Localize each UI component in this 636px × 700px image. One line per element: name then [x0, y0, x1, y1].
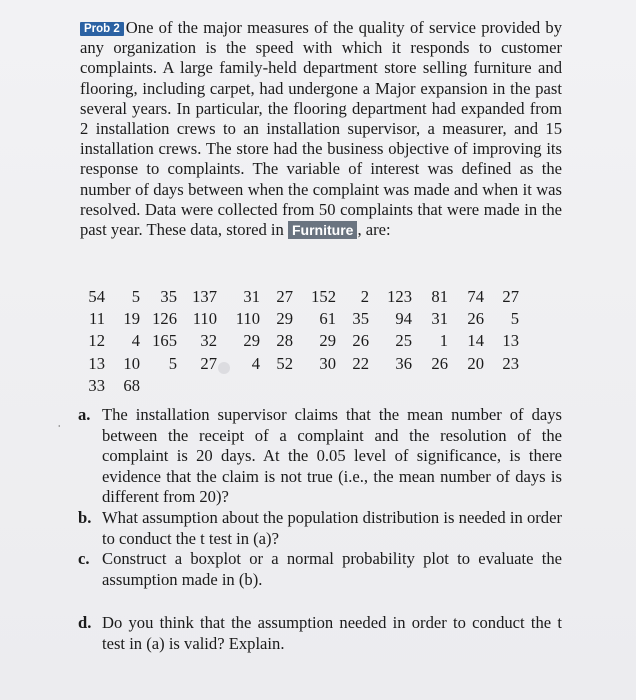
- part-text: What assumption about the population distribution is needed in order to conduct the t test in (a)?: [102, 507, 562, 548]
- data-cell: 26: [467, 309, 484, 329]
- data-cell: 29: [243, 331, 260, 351]
- data-cell: [448, 375, 484, 397]
- part-text: Do you think that the assumption needed in order to conduct the t test in (a) is valid? Explain.: [102, 613, 562, 653]
- data-cell: 35: [352, 309, 369, 329]
- data-cell: [217, 375, 260, 397]
- problem-text: One of the major measures of the quality of service provided by any organization is the speed with which it responds to customer complaints. A large family-held department store selling furniture and flooring, including carpet, had undergone a Major expansion in the past several years. In particular, the flooring department had expanded from 2 installation crews to an installation supervisor, a measurer, and 15 installation crews. The store had the business objective of improving its response to complaints. The variable of interest was defined as the number of days between when the complaint was made and when it was resolved. Data were collected from 50 complaints that were made in the past year. These data, stored in: [80, 18, 562, 240]
- data-cell: 94: [395, 309, 412, 329]
- data-cell: 81: [431, 287, 448, 307]
- data-cell: 123: [387, 287, 412, 307]
- data-cell: 19: [123, 309, 140, 329]
- question-part-b: [78, 508, 562, 549]
- data-cell: 5: [510, 309, 519, 329]
- data-cell: 110: [192, 309, 217, 329]
- data-cell: 11: [89, 309, 105, 329]
- part-label: c.: [78, 549, 90, 569]
- problem-statement: [80, 18, 562, 240]
- data-cell: [293, 375, 336, 397]
- data-cell: 36: [395, 353, 412, 373]
- data-cell: 31: [243, 287, 260, 307]
- data-row: [84, 375, 519, 397]
- data-file-tag[interactable]: Furniture: [288, 221, 357, 239]
- data-cell: [140, 375, 177, 397]
- problem-label-badge: Prob 2: [80, 22, 124, 36]
- data-cell: 110: [235, 309, 260, 329]
- data-cell: 4: [251, 353, 260, 373]
- data-cell: 30: [319, 353, 336, 373]
- margin-mark: ˌ: [57, 412, 62, 427]
- data-cell: [369, 375, 412, 397]
- data-cell: 27: [276, 287, 293, 307]
- data-cell: 31: [431, 309, 448, 329]
- part-text: Construct a boxplot or a normal probability plot to evaluate the assumption made in (b).: [102, 549, 562, 589]
- data-cell: 5: [131, 287, 140, 307]
- data-cell: 13: [88, 353, 105, 373]
- data-row: [84, 286, 519, 308]
- problem-text-end: , are:: [357, 220, 391, 240]
- data-cell: 152: [311, 287, 336, 307]
- data-cell: 137: [192, 287, 217, 307]
- data-row: [84, 353, 519, 375]
- data-cell: [177, 375, 217, 397]
- data-cell: 54: [88, 287, 105, 307]
- data-cell: 1: [439, 331, 448, 351]
- data-cell: 32: [200, 331, 217, 351]
- part-text: The installation supervisor claims that the mean number of days between the receipt of a complaint and the resolution of the complaint is 20 days. At the 0.05 level of significance, is there evidence that the claim is not true (i.e., the mean number of days is different from 20)?: [102, 405, 562, 507]
- data-cell: 23: [502, 353, 519, 373]
- data-cell: 165: [152, 331, 177, 351]
- data-cell: 29: [319, 331, 336, 351]
- data-cell: 28: [276, 331, 293, 351]
- question-parts: [78, 405, 562, 655]
- data-cell: 14: [467, 331, 484, 351]
- data-cell: 25: [395, 331, 412, 351]
- data-cell: 61: [319, 309, 336, 329]
- data-cell: 74: [467, 287, 484, 307]
- data-cell: 35: [160, 287, 177, 307]
- question-part-a: [78, 405, 562, 508]
- data-cell: 20: [467, 353, 484, 373]
- data-table: [84, 286, 519, 397]
- data-row: [84, 308, 519, 330]
- data-cell: 22: [352, 353, 369, 373]
- data-cell: 4: [131, 331, 140, 351]
- data-cell: 13: [502, 331, 519, 351]
- data-row: [84, 330, 519, 352]
- data-cell: 10: [123, 353, 140, 373]
- data-cell: 29: [276, 309, 293, 329]
- part-label: b.: [78, 507, 92, 527]
- data-cell: 33: [88, 375, 105, 395]
- part-label: a.: [78, 405, 91, 424]
- data-cell: [336, 375, 369, 397]
- data-cell: 126: [152, 309, 177, 329]
- part-label: d.: [78, 613, 92, 633]
- question-part-d: [78, 613, 562, 654]
- data-cell: 52: [276, 353, 293, 373]
- data-cell: 12: [88, 331, 105, 351]
- data-cell: 27: [502, 287, 519, 307]
- data-cell: 27: [200, 353, 217, 373]
- data-cell: [484, 375, 519, 397]
- data-cell: [412, 375, 448, 397]
- data-cell: 68: [123, 375, 140, 395]
- data-cell: 2: [360, 287, 369, 307]
- data-cell: [260, 375, 293, 397]
- data-cell: 26: [352, 331, 369, 351]
- question-part-c: [78, 549, 562, 590]
- data-cell: 26: [431, 353, 448, 373]
- data-cell: 5: [168, 353, 177, 373]
